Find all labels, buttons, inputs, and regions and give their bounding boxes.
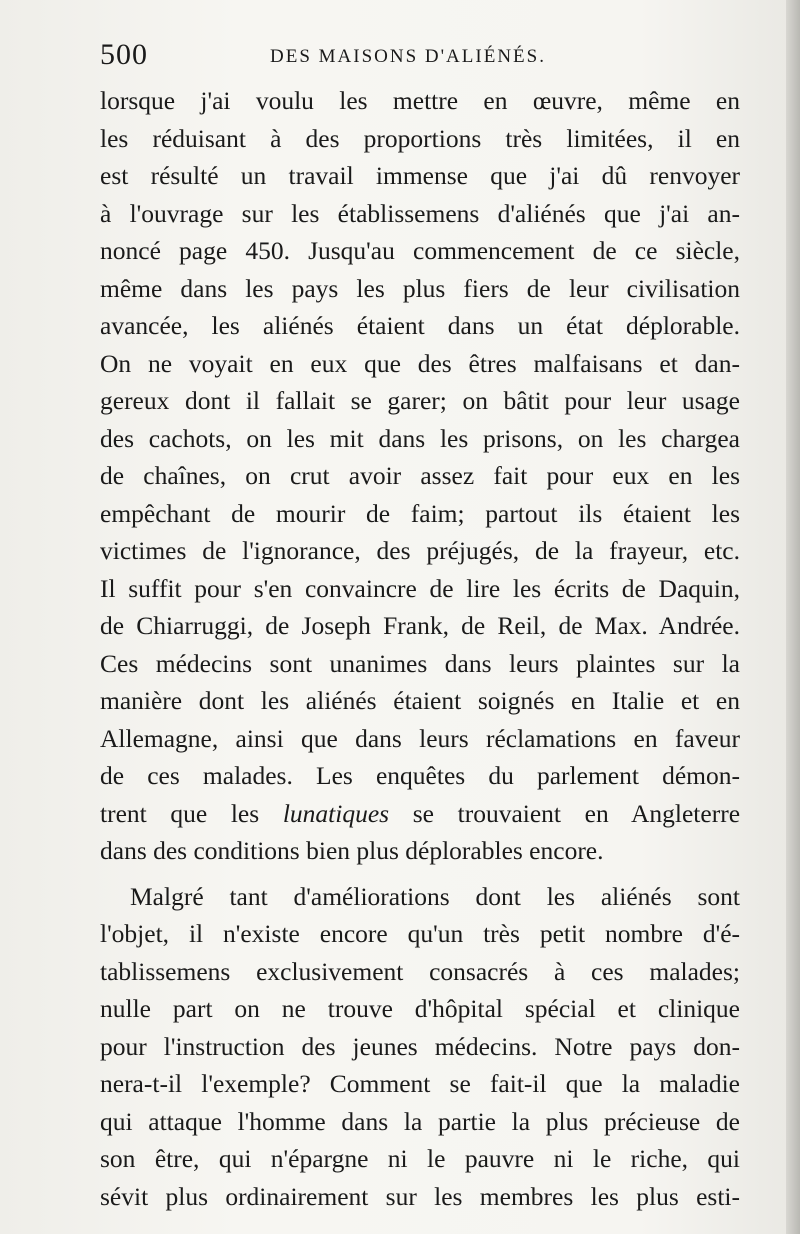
text-line: même dans les pays les plus fiers de leur civilisation bbox=[100, 273, 740, 303]
text-line: sévit plus ordinairement sur les membres les plus esti- bbox=[100, 1181, 740, 1211]
text-line: de ces malades. Les enquêtes du parlement démon- bbox=[100, 761, 740, 790]
text-line: Ces médecins sont unanimes dans leurs plaintes sur la bbox=[100, 648, 740, 678]
page-header bbox=[100, 38, 740, 78]
paragraph-1 bbox=[100, 82, 740, 870]
text-line: trent que les lunatiques se trouvaient en Angleterre bbox=[100, 798, 741, 828]
running-title: DES MAISONS D'ALIÉNÉS. bbox=[270, 46, 546, 67]
text-line: les réduisant à des proportions très limitées, il en bbox=[100, 123, 740, 153]
text-line: gereux dont il fallait se garer; on bâtit pour leur usage bbox=[100, 386, 740, 415]
text-line: des cachots, on les mit dans les prisons, on les chargea bbox=[100, 423, 740, 453]
text-line: empêchant de mourir de faim; partout ils étaient les bbox=[100, 498, 740, 528]
text-line: nera-t-il l'exemple? Comment se fait-il que la maladie bbox=[100, 1069, 740, 1098]
text-line: Allemagne, ainsi que dans leurs réclamations en faveur bbox=[100, 723, 740, 753]
text-line: son être, qui n'épargne ni le pauvre ni le riche, qui bbox=[100, 1144, 740, 1173]
text-line: noncé page 450. Jusqu'au commencement de ce siècle, bbox=[100, 236, 740, 265]
text-line: nulle part on ne trouve d'hôpital spécial et clinique bbox=[100, 994, 740, 1023]
text-line: qui attaque l'homme dans la partie la plus précieuse de bbox=[100, 1106, 740, 1136]
body-text bbox=[100, 82, 740, 1215]
text-line: l'objet, il n'existe encore qu'un très petit nombre d'é- bbox=[100, 919, 740, 948]
page-number: 500 bbox=[100, 38, 148, 71]
text-line: est résulté un travail immense que j'ai dû renvoyer bbox=[100, 161, 740, 190]
text-line: lorsque j'ai voulu les mettre en œuvre, même en bbox=[100, 86, 740, 115]
text-line: manière dont les aliénés étaient soignés en Italie et en bbox=[100, 686, 740, 715]
text-line: Malgré tant d'améliorations dont les aliénés sont bbox=[130, 881, 740, 911]
text-line: victimes de l'ignorance, des préjugés, de la frayeur, etc. bbox=[100, 536, 740, 565]
text-line: avancée, les aliénés étaient dans un état déplorable. bbox=[100, 311, 740, 340]
page-gutter-shadow bbox=[786, 0, 800, 1234]
text-line: dans des conditions bien plus déplorables encore. bbox=[100, 836, 604, 865]
text-line: tablissemens exclusivement consacrés à ces malades; bbox=[100, 956, 740, 986]
text-line: pour l'instruction des jeunes médecins. Notre pays don- bbox=[100, 1031, 740, 1061]
text-line: On ne voyait en eux que des êtres malfaisans et dan- bbox=[100, 348, 740, 378]
text-line: de Chiarruggi, de Joseph Frank, de Reil, de Max. Andrée. bbox=[100, 611, 740, 640]
paragraph-gap bbox=[100, 870, 740, 878]
text-line: Il suffit pour s'en convaincre de lire les écrits de Daquin, bbox=[100, 573, 740, 603]
text-line: à l'ouvrage sur les établissemens d'aliénés que j'ai an- bbox=[100, 198, 740, 228]
paragraph-2 bbox=[100, 878, 740, 1216]
text-line: de chaînes, on crut avoir assez fait pour eux en les bbox=[100, 461, 740, 490]
